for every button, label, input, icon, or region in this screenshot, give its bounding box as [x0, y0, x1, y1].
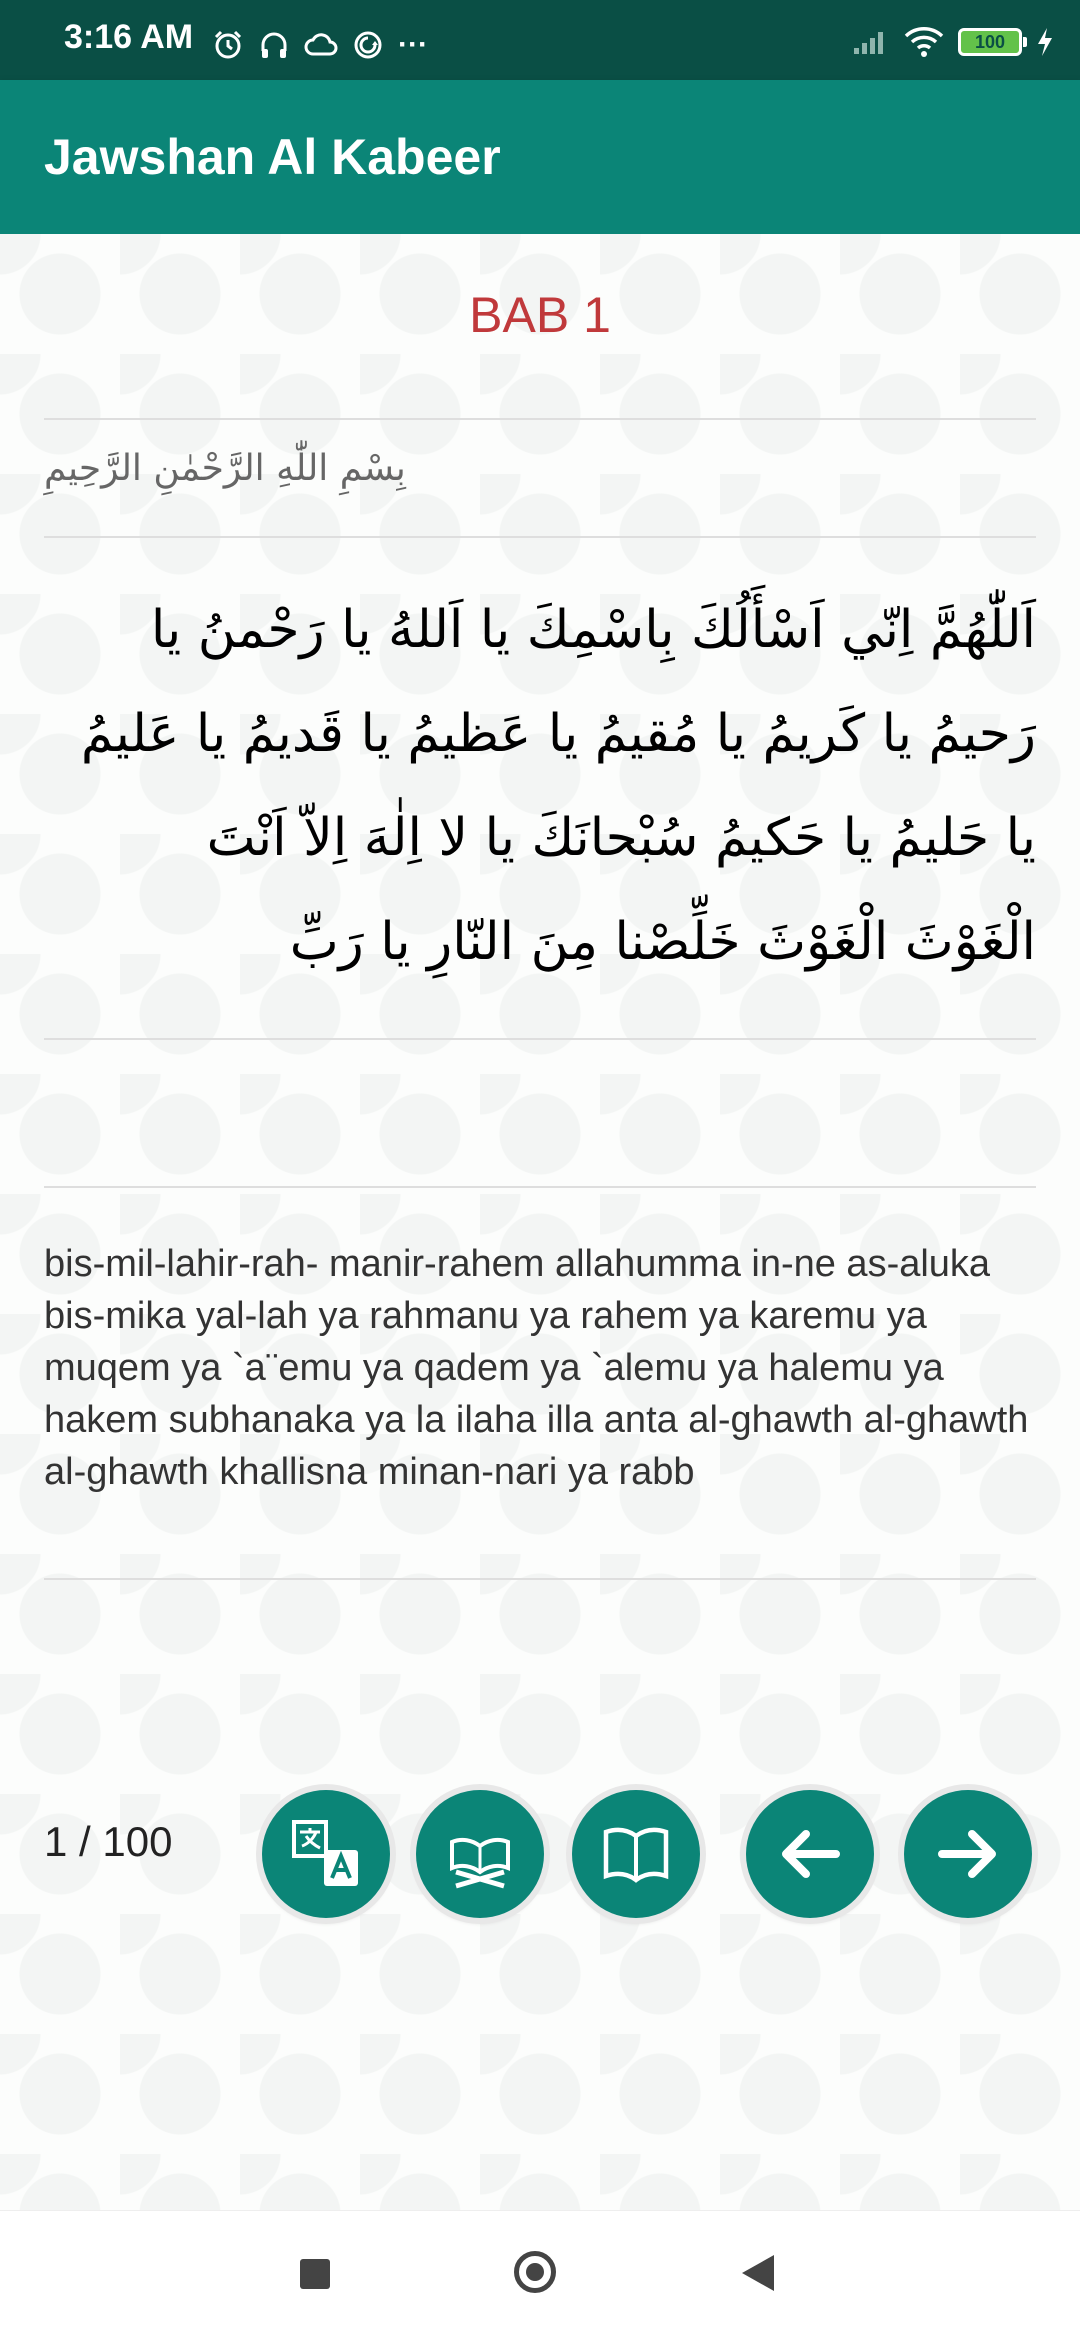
- read-book-button[interactable]: [572, 1790, 700, 1918]
- status-system-icons: [852, 26, 1054, 58]
- back-button[interactable]: [742, 2255, 774, 2291]
- headset-icon: [258, 29, 290, 61]
- battery-level: 100: [974, 31, 1006, 52]
- battery-icon: [958, 28, 1022, 56]
- home-button[interactable]: [514, 2251, 556, 2293]
- charging-icon: [1036, 27, 1054, 57]
- previous-page-button[interactable]: [746, 1790, 874, 1918]
- status-notification-icons: [212, 28, 428, 62]
- cloud-icon: [304, 30, 338, 60]
- sync-icon: [352, 29, 384, 61]
- app-bar: [0, 80, 1080, 234]
- translate-button[interactable]: [262, 1790, 390, 1918]
- book-icon: [598, 1816, 674, 1892]
- system-nav-bar: [0, 2210, 1080, 2341]
- bismillah-text: بِسْمِ اللّٰهِ الرَّحْمٰنِ الرَّحِيمِ: [44, 448, 406, 489]
- divider: [44, 418, 1036, 420]
- divider: [44, 536, 1036, 538]
- signal-icon: [852, 28, 890, 56]
- app-title: Jawshan Al Kabeer: [44, 129, 501, 185]
- transliteration-text: bis-mil-lahir-rah- manir-rahem allahumma in-ne as-aluka bis-mika yal-lah ya rahmanu ya rahem ya karemu ya muqem ya `a¨emu ya qadem ya `alemu ya halemu ya hakem subhanaka ya la ilaha illa anta al-ghawth al-ghawth al-ghawth khallisna minan-nari ya rabb: [44, 1243, 1029, 1493]
- page-counter: 1 / 100: [44, 1818, 173, 1865]
- translate-icon: [288, 1816, 364, 1892]
- arrow-right-icon: [930, 1816, 1006, 1892]
- recent-apps-button[interactable]: [300, 2259, 330, 2289]
- alarm-icon: [212, 29, 244, 61]
- status-time: 3:16 AM: [64, 18, 194, 56]
- arrow-left-icon: [772, 1816, 848, 1892]
- next-page-button[interactable]: [904, 1790, 1032, 1918]
- divider: [44, 1578, 1036, 1580]
- chapter-title: BAB 1: [469, 287, 611, 343]
- arabic-supplication-text: اَللّٰهُمَّ اِنّي اَسْأَلُكَ بِاسْمِكَ يا اَللهُ يا رَحْمنُ يا رَحيمُ يا كَريمُ يا مُقيمُ يا عَظيمُ يا قَديمُ يا عَليمُ يا حَليمُ يا حَكيمُ سُبْحانَكَ يا لا اِلٰهَ اِلاّ اَنْتَ الْغَوْثَ الْغَوْثَ خَلِّصْنا مِنَ النّارِ يا رَبِّ: [80, 600, 1036, 972]
- quran-icon: [442, 1816, 518, 1892]
- wifi-icon: [904, 26, 944, 58]
- content-area[interactable]: [0, 234, 1080, 2210]
- quran-button[interactable]: [416, 1790, 544, 1918]
- status-bar: [0, 0, 1080, 80]
- divider: [44, 1186, 1036, 1188]
- more-notifications-icon: ···: [398, 28, 428, 61]
- divider: [44, 1038, 1036, 1040]
